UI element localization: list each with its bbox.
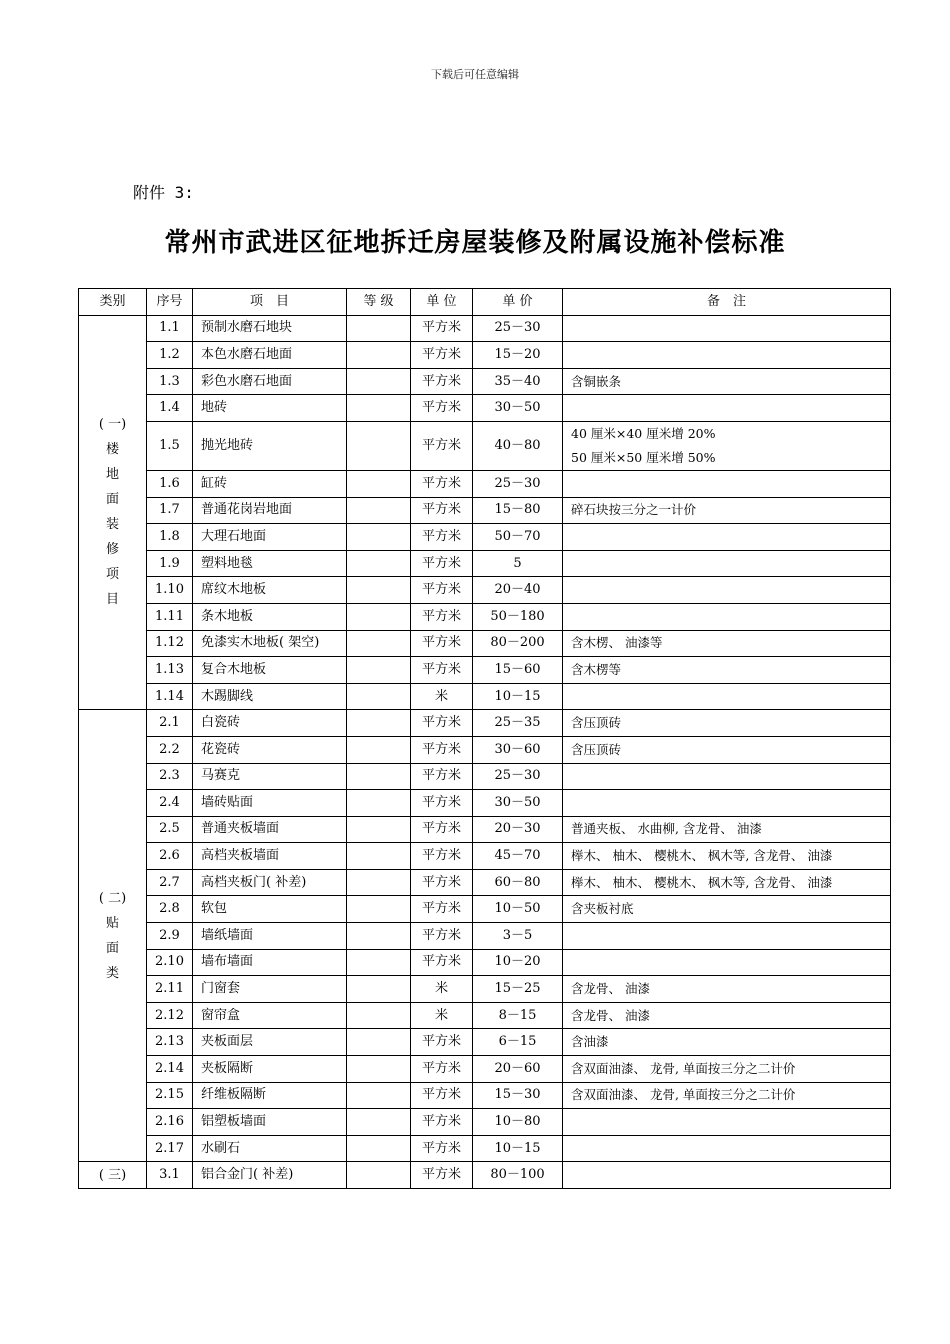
row-grade bbox=[347, 550, 411, 577]
row-grade bbox=[347, 577, 411, 604]
table-row bbox=[79, 1029, 891, 1056]
category-char: ( 二) bbox=[98, 890, 127, 906]
col-header-unit: 单 位 bbox=[411, 289, 473, 316]
row-price: 10－15 bbox=[473, 1135, 563, 1162]
row-no: 1.3 bbox=[147, 368, 193, 395]
row-no: 2.10 bbox=[147, 949, 193, 976]
table-row bbox=[79, 630, 891, 657]
row-item: 花瓷砖 bbox=[193, 736, 347, 763]
row-note bbox=[563, 683, 891, 710]
row-no: 2.6 bbox=[147, 843, 193, 870]
table-row bbox=[79, 949, 891, 976]
category-cell bbox=[79, 315, 147, 710]
row-grade bbox=[347, 949, 411, 976]
row-item: 免漆实木地板( 架空) bbox=[193, 630, 347, 657]
row-price: 20－60 bbox=[473, 1056, 563, 1083]
row-grade bbox=[347, 1056, 411, 1083]
row-grade bbox=[347, 683, 411, 710]
row-note bbox=[563, 923, 891, 950]
row-grade bbox=[347, 630, 411, 657]
row-no: 1.12 bbox=[147, 630, 193, 657]
row-note: 普通夹板、 水曲柳, 含龙骨、 油漆 bbox=[563, 816, 891, 843]
category-char: ( 一) bbox=[98, 417, 127, 433]
row-item: 墙纸墙面 bbox=[193, 923, 347, 950]
row-unit: 平方米 bbox=[411, 1029, 473, 1056]
row-price: 50－180 bbox=[473, 603, 563, 630]
row-no: 1.14 bbox=[147, 683, 193, 710]
category-cell bbox=[79, 710, 147, 1162]
row-no: 1.5 bbox=[147, 421, 193, 470]
table-row bbox=[79, 550, 891, 577]
row-note bbox=[563, 949, 891, 976]
row-note bbox=[563, 1162, 891, 1189]
row-note bbox=[563, 342, 891, 369]
row-grade bbox=[347, 497, 411, 524]
row-unit: 平方米 bbox=[411, 763, 473, 790]
row-price: 30－50 bbox=[473, 395, 563, 422]
row-grade bbox=[347, 790, 411, 817]
table-row bbox=[79, 1135, 891, 1162]
table-row bbox=[79, 710, 891, 737]
row-item: 墙砖贴面 bbox=[193, 790, 347, 817]
row-item: 普通夹板墙面 bbox=[193, 816, 347, 843]
category-char: ( 三) bbox=[98, 1167, 127, 1183]
row-price: 25－30 bbox=[473, 470, 563, 497]
row-item: 复合木地板 bbox=[193, 657, 347, 684]
table-row bbox=[79, 524, 891, 551]
category-char: 面 bbox=[105, 940, 119, 956]
row-note bbox=[563, 763, 891, 790]
row-item: 马赛克 bbox=[193, 763, 347, 790]
row-item: 门窗套 bbox=[193, 976, 347, 1003]
row-price: 25－35 bbox=[473, 710, 563, 737]
col-header-note: 备 注 bbox=[563, 289, 891, 316]
row-unit: 平方米 bbox=[411, 923, 473, 950]
table-row bbox=[79, 736, 891, 763]
category-cell bbox=[79, 1162, 147, 1189]
row-grade bbox=[347, 736, 411, 763]
row-no: 1.1 bbox=[147, 315, 193, 342]
row-unit: 平方米 bbox=[411, 896, 473, 923]
row-price: 5 bbox=[473, 550, 563, 577]
row-price: 20－40 bbox=[473, 577, 563, 604]
row-grade bbox=[347, 1082, 411, 1109]
row-price: 60－80 bbox=[473, 869, 563, 896]
table-row bbox=[79, 603, 891, 630]
row-unit: 平方米 bbox=[411, 577, 473, 604]
row-item: 抛光地砖 bbox=[193, 421, 347, 470]
row-no: 2.8 bbox=[147, 896, 193, 923]
row-price: 3－5 bbox=[473, 923, 563, 950]
row-unit: 平方米 bbox=[411, 421, 473, 470]
row-price: 25－30 bbox=[473, 315, 563, 342]
row-price: 30－60 bbox=[473, 736, 563, 763]
row-note bbox=[563, 395, 891, 422]
row-note bbox=[563, 524, 891, 551]
row-item: 大理石地面 bbox=[193, 524, 347, 551]
category-char: 楼 bbox=[105, 442, 119, 458]
row-no: 2.17 bbox=[147, 1135, 193, 1162]
row-item: 地砖 bbox=[193, 395, 347, 422]
row-note bbox=[563, 470, 891, 497]
row-unit: 平方米 bbox=[411, 1082, 473, 1109]
row-unit: 平方米 bbox=[411, 1109, 473, 1136]
row-item: 缸砖 bbox=[193, 470, 347, 497]
table-row bbox=[79, 1002, 891, 1029]
row-unit: 平方米 bbox=[411, 1135, 473, 1162]
row-price: 40－80 bbox=[473, 421, 563, 470]
header-note: 下载后可任意编辑 bbox=[431, 68, 519, 81]
category-char: 面 bbox=[105, 492, 119, 508]
row-price: 15－60 bbox=[473, 657, 563, 684]
table-row bbox=[79, 368, 891, 395]
row-unit: 平方米 bbox=[411, 342, 473, 369]
row-price: 6－15 bbox=[473, 1029, 563, 1056]
row-no: 2.5 bbox=[147, 816, 193, 843]
table-row bbox=[79, 577, 891, 604]
row-note: 含双面油漆、 龙骨, 单面按三分之二计价 bbox=[563, 1056, 891, 1083]
table-header-row bbox=[79, 289, 891, 316]
category-char: 修 bbox=[105, 542, 119, 558]
row-unit: 平方米 bbox=[411, 470, 473, 497]
row-no: 1.6 bbox=[147, 470, 193, 497]
row-note: 碎石块按三分之一计价 bbox=[563, 497, 891, 524]
row-no: 1.8 bbox=[147, 524, 193, 551]
row-note: 榉木、 柚木、 樱桃木、 枫木等, 含龙骨、 油漆 bbox=[563, 869, 891, 896]
row-price: 50－70 bbox=[473, 524, 563, 551]
table-row bbox=[79, 683, 891, 710]
row-note bbox=[563, 315, 891, 342]
row-grade bbox=[347, 843, 411, 870]
row-price: 15－80 bbox=[473, 497, 563, 524]
row-item: 高档夹板门( 补差) bbox=[193, 869, 347, 896]
row-grade bbox=[347, 470, 411, 497]
row-note-line: 50 厘米×50 厘米增 50% bbox=[571, 449, 716, 465]
row-note bbox=[563, 421, 891, 470]
row-note bbox=[563, 790, 891, 817]
row-grade bbox=[347, 1135, 411, 1162]
row-grade bbox=[347, 710, 411, 737]
row-item: 软包 bbox=[193, 896, 347, 923]
row-unit: 平方米 bbox=[411, 603, 473, 630]
row-unit: 平方米 bbox=[411, 550, 473, 577]
row-no: 2.7 bbox=[147, 869, 193, 896]
row-note: 含压顶砖 bbox=[563, 710, 891, 737]
table-row bbox=[79, 1109, 891, 1136]
row-note bbox=[563, 550, 891, 577]
attachment-label: 附件 3: bbox=[133, 183, 194, 202]
row-grade bbox=[347, 603, 411, 630]
row-grade bbox=[347, 896, 411, 923]
row-no: 1.10 bbox=[147, 577, 193, 604]
row-grade bbox=[347, 395, 411, 422]
table-row bbox=[79, 816, 891, 843]
row-price: 45－70 bbox=[473, 843, 563, 870]
table-row bbox=[79, 342, 891, 369]
row-item: 白瓷砖 bbox=[193, 710, 347, 737]
row-price: 10－20 bbox=[473, 949, 563, 976]
row-no: 1.11 bbox=[147, 603, 193, 630]
row-price: 10－50 bbox=[473, 896, 563, 923]
row-unit: 平方米 bbox=[411, 368, 473, 395]
row-unit: 平方米 bbox=[411, 869, 473, 896]
row-price: 10－80 bbox=[473, 1109, 563, 1136]
row-unit: 平方米 bbox=[411, 816, 473, 843]
row-note: 含夹板衬底 bbox=[563, 896, 891, 923]
compensation-table bbox=[78, 288, 891, 1189]
row-grade bbox=[347, 1002, 411, 1029]
row-no: 1.13 bbox=[147, 657, 193, 684]
row-no: 2.3 bbox=[147, 763, 193, 790]
row-unit: 米 bbox=[411, 976, 473, 1003]
row-item: 普通花岗岩地面 bbox=[193, 497, 347, 524]
row-grade bbox=[347, 368, 411, 395]
row-grade bbox=[347, 524, 411, 551]
row-item: 本色水磨石地面 bbox=[193, 342, 347, 369]
row-price: 10－15 bbox=[473, 683, 563, 710]
row-note: 含龙骨、 油漆 bbox=[563, 976, 891, 1003]
category-char: 项 bbox=[105, 567, 119, 583]
row-item: 夹板隔断 bbox=[193, 1056, 347, 1083]
row-note bbox=[563, 603, 891, 630]
category-char: 地 bbox=[105, 467, 119, 483]
row-grade bbox=[347, 763, 411, 790]
row-unit: 平方米 bbox=[411, 524, 473, 551]
table-row bbox=[79, 869, 891, 896]
table-row bbox=[79, 790, 891, 817]
row-price: 15－30 bbox=[473, 1082, 563, 1109]
row-grade bbox=[347, 1162, 411, 1189]
row-item: 铝塑板墙面 bbox=[193, 1109, 347, 1136]
category-char: 贴 bbox=[105, 915, 119, 931]
row-unit: 米 bbox=[411, 683, 473, 710]
row-no: 2.13 bbox=[147, 1029, 193, 1056]
col-header-no: 序号 bbox=[147, 289, 193, 316]
row-unit: 平方米 bbox=[411, 315, 473, 342]
row-note: 榉木、 柚木、 樱桃木、 枫木等, 含龙骨、 油漆 bbox=[563, 843, 891, 870]
row-grade bbox=[347, 923, 411, 950]
table-row bbox=[79, 896, 891, 923]
row-note: 含木楞等 bbox=[563, 657, 891, 684]
col-header-price: 单 价 bbox=[473, 289, 563, 316]
row-no: 2.1 bbox=[147, 710, 193, 737]
row-grade bbox=[347, 816, 411, 843]
table-row bbox=[79, 421, 891, 470]
row-item: 夹板面层 bbox=[193, 1029, 347, 1056]
row-item: 水刷石 bbox=[193, 1135, 347, 1162]
row-grade bbox=[347, 1029, 411, 1056]
category-char: 装 bbox=[105, 517, 119, 533]
row-price: 35－40 bbox=[473, 368, 563, 395]
row-price: 15－20 bbox=[473, 342, 563, 369]
row-unit: 平方米 bbox=[411, 736, 473, 763]
row-unit: 平方米 bbox=[411, 790, 473, 817]
row-note: 含双面油漆、 龙骨, 单面按三分之二计价 bbox=[563, 1082, 891, 1109]
row-unit: 平方米 bbox=[411, 395, 473, 422]
row-note bbox=[563, 1109, 891, 1136]
row-no: 2.2 bbox=[147, 736, 193, 763]
row-note: 含木楞、 油漆等 bbox=[563, 630, 891, 657]
table-row bbox=[79, 843, 891, 870]
row-grade bbox=[347, 869, 411, 896]
table-row bbox=[79, 395, 891, 422]
row-price: 80－200 bbox=[473, 630, 563, 657]
row-price: 20－30 bbox=[473, 816, 563, 843]
page-title: 常州市武进区征地拆迁房屋装修及附属设施补偿标准 bbox=[164, 228, 786, 258]
row-unit: 平方米 bbox=[411, 497, 473, 524]
table-row bbox=[79, 1162, 891, 1189]
row-no: 2.15 bbox=[147, 1082, 193, 1109]
row-no: 2.11 bbox=[147, 976, 193, 1003]
row-grade bbox=[347, 976, 411, 1003]
col-header-category: 类别 bbox=[79, 289, 147, 316]
row-note: 含龙骨、 油漆 bbox=[563, 1002, 891, 1029]
row-price: 15－25 bbox=[473, 976, 563, 1003]
table-row bbox=[79, 976, 891, 1003]
row-no: 1.2 bbox=[147, 342, 193, 369]
row-no: 2.12 bbox=[147, 1002, 193, 1029]
table-row bbox=[79, 763, 891, 790]
table-row bbox=[79, 470, 891, 497]
row-no: 1.7 bbox=[147, 497, 193, 524]
row-no: 1.9 bbox=[147, 550, 193, 577]
row-no: 2.9 bbox=[147, 923, 193, 950]
col-header-grade: 等 级 bbox=[347, 289, 411, 316]
table-row bbox=[79, 497, 891, 524]
row-note: 含铜嵌条 bbox=[563, 368, 891, 395]
row-unit: 平方米 bbox=[411, 1162, 473, 1189]
table-row bbox=[79, 923, 891, 950]
row-grade bbox=[347, 342, 411, 369]
row-note-line: 40 厘米×40 厘米增 20% bbox=[571, 425, 716, 441]
category-char: 目 bbox=[105, 592, 119, 608]
category-char: 类 bbox=[105, 965, 119, 981]
table-row bbox=[79, 315, 891, 342]
row-unit: 平方米 bbox=[411, 630, 473, 657]
row-unit: 平方米 bbox=[411, 710, 473, 737]
row-grade bbox=[347, 315, 411, 342]
row-item: 铝合金门( 补差) bbox=[193, 1162, 347, 1189]
row-no: 1.4 bbox=[147, 395, 193, 422]
row-price: 80－100 bbox=[473, 1162, 563, 1189]
row-item: 预制水磨石地块 bbox=[193, 315, 347, 342]
row-item: 塑料地毯 bbox=[193, 550, 347, 577]
row-item: 席纹木地板 bbox=[193, 577, 347, 604]
row-price: 30－50 bbox=[473, 790, 563, 817]
row-no: 2.4 bbox=[147, 790, 193, 817]
row-item: 木踢脚线 bbox=[193, 683, 347, 710]
row-note: 含压顶砖 bbox=[563, 736, 891, 763]
row-unit: 平方米 bbox=[411, 1056, 473, 1083]
row-no: 2.16 bbox=[147, 1109, 193, 1136]
row-item: 窗帘盒 bbox=[193, 1002, 347, 1029]
table-row bbox=[79, 657, 891, 684]
row-grade bbox=[347, 1109, 411, 1136]
row-item: 高档夹板墙面 bbox=[193, 843, 347, 870]
row-item: 彩色水磨石地面 bbox=[193, 368, 347, 395]
row-unit: 平方米 bbox=[411, 843, 473, 870]
row-note bbox=[563, 1135, 891, 1162]
table-row bbox=[79, 1056, 891, 1083]
row-grade bbox=[347, 421, 411, 470]
row-no: 3.1 bbox=[147, 1162, 193, 1189]
col-header-item: 项 目 bbox=[193, 289, 347, 316]
row-unit: 平方米 bbox=[411, 949, 473, 976]
row-price: 25－30 bbox=[473, 763, 563, 790]
row-unit: 平方米 bbox=[411, 657, 473, 684]
row-grade bbox=[347, 657, 411, 684]
row-note: 含油漆 bbox=[563, 1029, 891, 1056]
row-item: 墙布墙面 bbox=[193, 949, 347, 976]
row-note bbox=[563, 577, 891, 604]
row-item: 条木地板 bbox=[193, 603, 347, 630]
table-row bbox=[79, 1082, 891, 1109]
row-unit: 米 bbox=[411, 1002, 473, 1029]
row-price: 8－15 bbox=[473, 1002, 563, 1029]
row-item: 纤维板隔断 bbox=[193, 1082, 347, 1109]
row-no: 2.14 bbox=[147, 1056, 193, 1083]
